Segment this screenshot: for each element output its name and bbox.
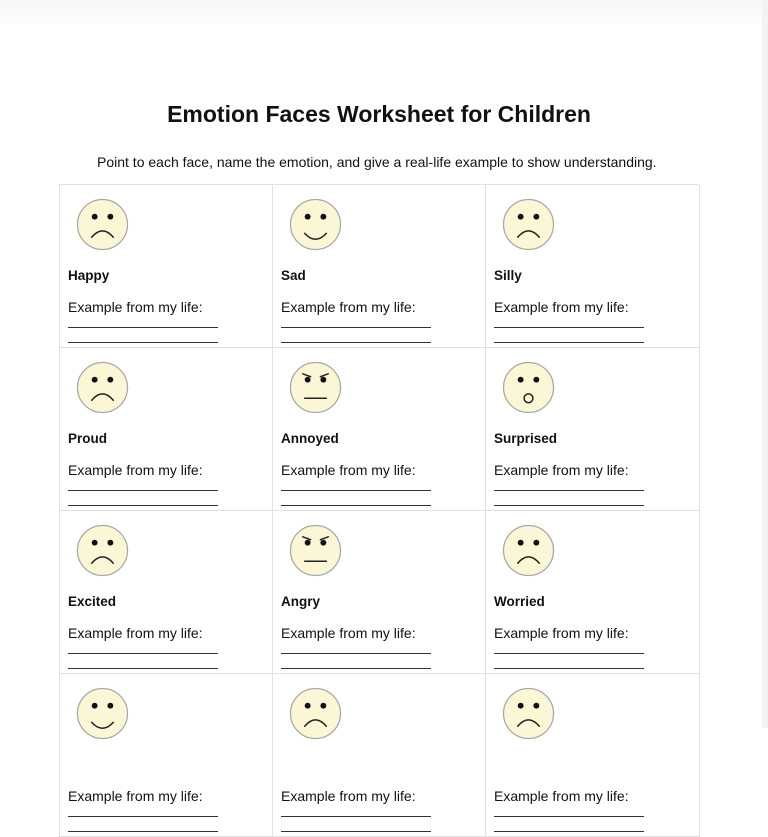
emotion-label: Worried xyxy=(494,594,545,609)
writing-line[interactable] xyxy=(281,342,431,343)
example-label: Example from my life: xyxy=(281,462,416,478)
writing-line[interactable] xyxy=(68,668,218,669)
emotion-face-icon xyxy=(502,524,555,577)
example-label: Example from my life: xyxy=(68,788,203,804)
writing-line[interactable] xyxy=(281,653,431,654)
writing-line[interactable] xyxy=(68,831,218,832)
emotion-label: Excited xyxy=(68,594,117,609)
writing-line[interactable] xyxy=(68,653,218,654)
writing-line[interactable] xyxy=(281,505,431,506)
example-label: Example from my life: xyxy=(68,625,203,641)
writing-line[interactable] xyxy=(68,816,218,817)
writing-line[interactable] xyxy=(494,327,644,328)
emotion-cell xyxy=(60,511,273,674)
emotion-cell xyxy=(273,185,486,348)
writing-line[interactable] xyxy=(494,653,644,654)
writing-line[interactable] xyxy=(68,490,218,491)
writing-line[interactable] xyxy=(281,668,431,669)
emotion-label: Surprised xyxy=(494,431,558,446)
writing-line[interactable] xyxy=(494,816,644,817)
emotion-cell xyxy=(60,348,273,511)
example-label: Example from my life: xyxy=(494,462,629,478)
emotion-face-icon xyxy=(76,198,129,251)
emotion-cell xyxy=(273,348,486,511)
example-label: Example from my life: xyxy=(68,299,203,315)
page-title: Emotion Faces Worksheet for Children xyxy=(167,101,591,127)
writing-line[interactable] xyxy=(68,342,218,343)
emotion-label: Annoyed xyxy=(281,431,339,446)
emotion-cell xyxy=(60,185,273,348)
writing-line[interactable] xyxy=(494,668,644,669)
emotion-face-icon xyxy=(76,687,129,740)
emotion-cell xyxy=(273,674,486,837)
example-label: Example from my life: xyxy=(281,625,416,641)
writing-line[interactable] xyxy=(68,327,218,328)
emotion-label: Happy xyxy=(68,268,110,283)
emotion-face-icon xyxy=(289,524,342,577)
example-label: Example from my life: xyxy=(494,625,629,641)
writing-line[interactable] xyxy=(281,327,431,328)
example-label: Example from my life: xyxy=(494,788,629,804)
scroll-edge xyxy=(762,0,768,728)
writing-line[interactable] xyxy=(281,831,431,832)
example-label: Example from my life: xyxy=(68,462,203,478)
example-label: Example from my life: xyxy=(494,299,629,315)
writing-line[interactable] xyxy=(494,490,644,491)
emotion-face-icon xyxy=(289,361,342,414)
emotion-face-icon xyxy=(76,524,129,577)
writing-line[interactable] xyxy=(494,831,644,832)
emotion-face-icon xyxy=(289,687,342,740)
instructions-text: Point to each face, name the emotion, and give a real-life example to show understanding. xyxy=(97,154,657,170)
emotion-cell xyxy=(486,348,700,511)
emotion-face-icon xyxy=(289,198,342,251)
emotion-face-icon xyxy=(76,361,129,414)
writing-line[interactable] xyxy=(281,816,431,817)
emotion-cell xyxy=(486,674,700,837)
emotion-face-icon xyxy=(502,687,555,740)
writing-line[interactable] xyxy=(68,505,218,506)
emotion-cell xyxy=(486,511,700,674)
emotion-face-icon xyxy=(502,361,555,414)
writing-line[interactable] xyxy=(494,505,644,506)
emotion-label: Proud xyxy=(68,431,107,446)
emotion-label: Angry xyxy=(281,594,321,609)
example-label: Example from my life: xyxy=(281,788,416,804)
emotion-cell xyxy=(486,185,700,348)
emotion-cell xyxy=(273,511,486,674)
writing-line[interactable] xyxy=(494,342,644,343)
writing-line[interactable] xyxy=(281,490,431,491)
emotion-face-icon xyxy=(502,198,555,251)
emotion-label: Sad xyxy=(281,268,306,283)
emotion-cell xyxy=(60,674,273,837)
emotion-grid xyxy=(59,184,699,837)
emotion-label: Silly xyxy=(494,268,522,283)
example-label: Example from my life: xyxy=(281,299,416,315)
